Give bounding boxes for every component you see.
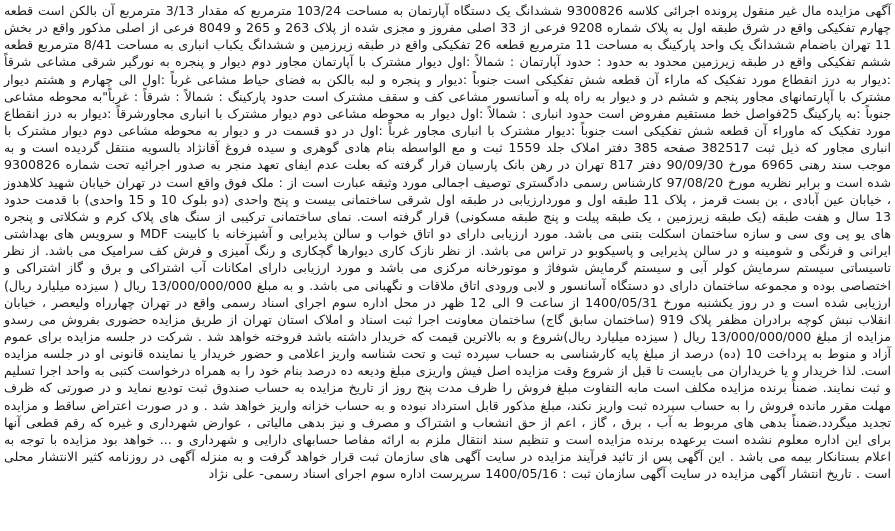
notice-body-text: آگهی مزایده مال غیر منقول پرونده اجرائی کلاسه 9300826 ششدانگ یک دستگاه آپارتمان به مساحت 103/24 مترمربع که مقدار 3/13 مترمربع آن بالکن است قطعه چهارم تفکیکی واقع در شرق طبقه اول به پلاک شماره 9208 فرعی از 33 اصلی مفروز و مجزی شده از پلاک 263 و 265 و 8049 فرعی از اصلی مذکور واقع در بخش 11 تهران باضمام ششدانگ یک واحد پارکینگ به مساحت 11 مترمربع قطعه 26 تفکیکی واقع در طبقه زیرزمین و ششدانگ یکباب انباری به مساحت 8/41 مترمربع قطعه ششم تفکیکی واقع در طبقه زیرزمین محدود به حدود : حدود آپارتمان : شمالاً :اول دیوار مشترک با آپارتمان مجاور دوم دیوار و پنجره به نورگیر شرقی مشاعی شرقاً :دیوار به درز انقطاع مورد تفکیک که ماراء آن قطعه شش تفکیکی است جنوباً :دیوار و پنجره و لبه بالکن به فضای حیاط مشاعی غرباً :اول الی چهارم و هشتم دیوار مشترک با آپارتمانهای مجاور پنجم و ششم در و دیوار به راه پله و آسانسور مشاعی کف و سقف مشترک است حدود پارکینگ : شمالاً : شرقاً : غرباً"به محوطه مشاعی جنوباً :به پارکینگ 25فواصل خط مستقیم مفروض است حدود انباری : شمالاً :اول دیوار به محوطه مشاعی دوم دیوار مشترک با انباری مجاورشرقاً :دیوار به درز انقطاع مورد تفکیک که ماوراء آن قطعه شش تفکیکی است جنوباً :دیوار مشترک با انباری مجاور غرباً :اول در دو قسمت در و دیوار به محوطه مشاعی دوم دیوار مشترک با انباری مجاور که ذیل ثبت 382517 صفحه 385 دفتر املاک جلد 1559 ثبت و مع الواسطه بنام هادی گوهری و سیده فروغ آقانژاد بالسویه منتقل گردیده است و به موجب سند رهنی 6965 مورخ 90/09/30 دفتر 817 تهران در رهن بانک پارسیان قرار گرفته که بعلت عدم ایفای تعهد منجر به صدور اجرائیه تحت شماره 9300826 شده است و برابر نظریه مورخ 97/08/20 کارشناس رسمی دادگستری توصیف اجمالی مورد وثیقه عبارت است از : ملک فوق واقع است در تهران خیابان شهید کلاهدوز ، خیابان عین آبادی ، بن بست قرمز ، پلاک 11 طبقه اول و موردارزیابی در طبقه اول شرقی ساختمانی بیست و پنج واحدی (دو بلوک 10 و 15 واحدی) با قدمت حدود 13 سال و هفت طبقه (یک طبقه زیرزمین ، یک طبقه پیلت و پنج طبقه مسکونی) قرار گرفته است. نمای ساختمانی ترکیبی از سنگ های پلاک کرم و شکلاتی و پنجره های یو پی وی سی و سازه ساختمان اسکلت بتنی می باشد. مورد ارزیابی دارای دو اتاق خواب و سالن پذیرایی و آشپزخانه با کابینت MDF و سرویس های بهداشتی ایرانی و فرنگی و شومینه و در سالن پذیرایی و پاسیکوبو در تراس می باشد. از نظر نازک کاری دیوارها گچکاری و رنگ آمیزی و فرش کف سرامیک می باشد. از نظر تاسیساتی سیستم سرمایش کولر آبی و سیستم گرمایش شوفاژ و موتورخانه مرکزی می باشد و مورد ارزیابی دارای امکانات آب اشتراکی و برق و گاز اشتراکی و اختصاصی بوده و مجموعه ساختمان دارای دو دستگاه آسانسور و لابی ورودی اتاق ملاقات و نگهبانی می باشد. و به مبلغ 13/000/000/000 ریال ( سیزده میلیارد ریال) ارزیابی شده است و در روز یکشنبه مورخ 1400/05/31 از ساعت 9 الی 12 ظهر در محل اداره سوم اجرای اسناد رسمی واقع در تهران چهارراه ولیعصر ، خیابان انقلاب نبش کوچه برادران مظفر پلاک 919 (ساختمان سابق گاج) ساختمان معاونت اجرا ثبت اسناد و املاک استان تهران از طریق مزایده حضوری بفروش می رسدو مزایده از مبلغ 13/000/000/000 ریال ( سیزده میلیارد ریال)شروع و به بالاترین قیمت که خریدار داشته باشد فروخته خواهد شد . شرکت در جلسه مزایده برای عموم آزاد و منوط به پرداخت 10 (ده) درصد از مبلغ پایه کارشناسی به حساب سپرده ثبت و تحت شناسه واریز اعلامی و حضور خریدار یا نماینده قانونی او در جلسه مزایده است. لذا خریدار و یا خریداران می بایست تا قبل از شروع وقت مزایده اصل فیش واریزی مبلغ ودیعه ده درصد بنام خود را به همراه درخواست کتبی به واحد اجرا تسلیم و ثبت نمایند. ضمناً برنده مزایده مکلف است مابه التفاوت مبلغ فروش را ظرف مدت پنج روز از تاریخ مزایده به حساب صندوق ثبت تودیع نماید و در صورتی که ظرف مهلت مقرر مانده فروش را به حساب سپرده ثبت واریز نکند، مبلغ مذکور قابل استرداد نبوده و به حساب خزانه واریز خواهد شد . و در صورت اعتراض ساقط و مزایده تجدید میگردد.ضمناً بدهی های مربوط به آب ، برق ، گاز ، اعم از حق انشعاب و اشتراک و مصرف و نیز بدهی مالیاتی ، عوارض شهرداری و غیره که رقم قطعی آنها برای این اداره معلوم نشده است برعهده برنده مزایده است و تنظیم سند انتقال ملزم به ارائه مفاصا حسابهای دارایی و شهرداری و ... خواهد بود مزایده با توجه به اعلام بستانکار بیمه می باشد . این آگهی پس از تائید فرآیند مزایده در سایت آگهی های سازمان ثبت قرار خواهد گرفت و به منزله آگهی در روزنامه کثیر الانتشار محلی است . تاریخ انتشار آگهی مزایده در سایت آگهی سازمان ثبت : 1400/05/16 سرپرست اداره سوم اجرای اسناد رسمی- علی نژاد	[4, 3, 892, 482]
